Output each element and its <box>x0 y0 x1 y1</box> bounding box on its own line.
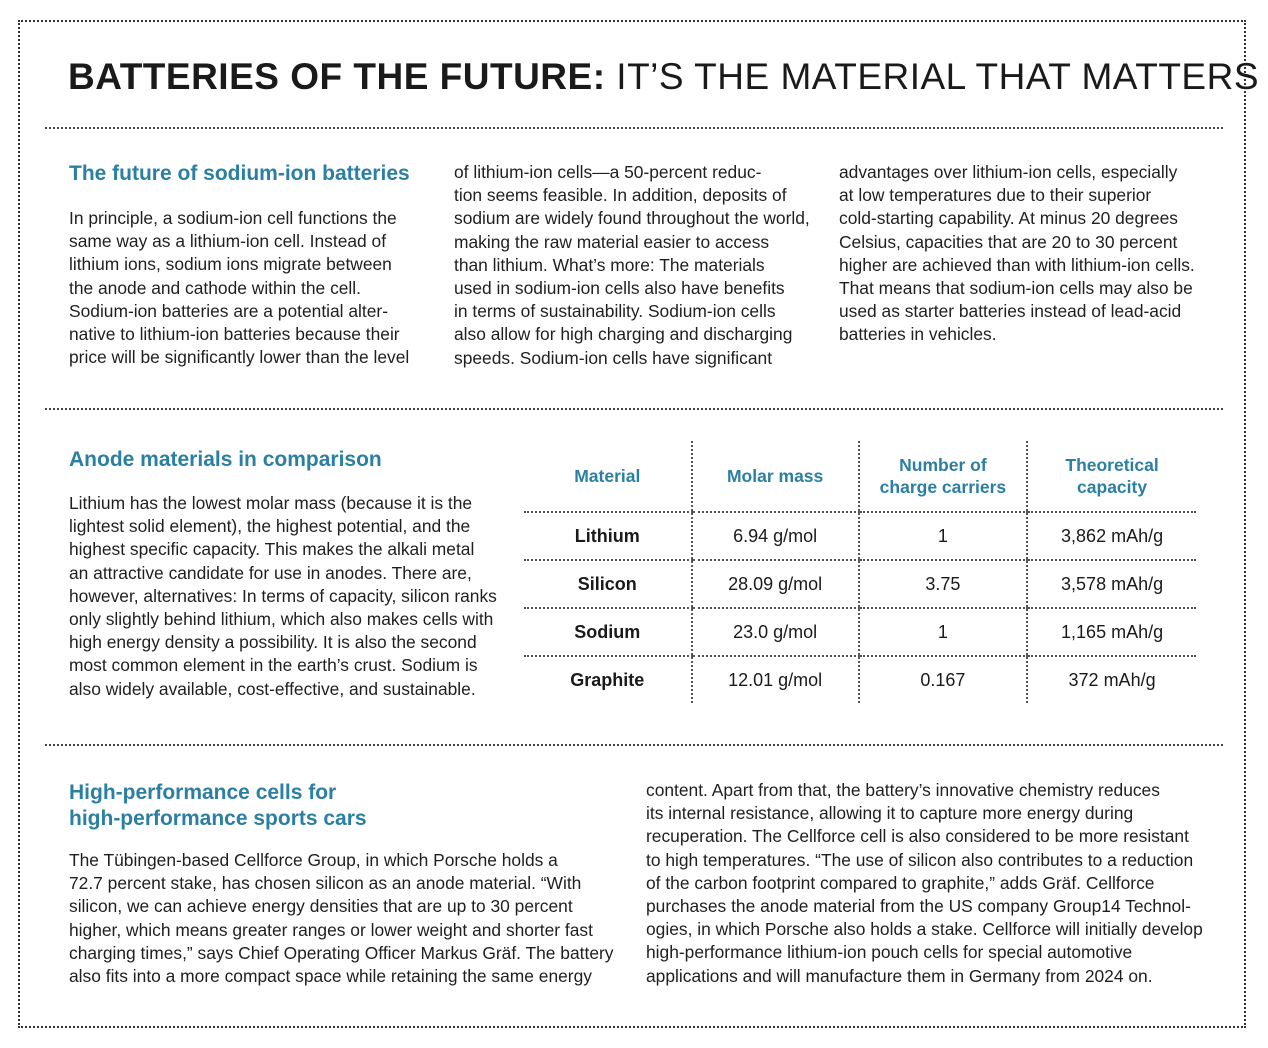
table-cell-capacity: 1,165 mAh/g <box>1027 608 1196 656</box>
sodium-text-col2: of lithium-ion cells—a 50-percent reduc- tion seems feasible. In addition, deposits of sodium are widely found throughout the world, making the raw material easier to access than lithium. What’s more: The materials used in sodium-ion cells also have benefits in terms of sustainability. Sodium-ion cells also allow for high charging and discharging speeds. Sodium-ion cells have significant <box>454 162 810 368</box>
table-cell-molar-mass: 12.01 g/mol <box>692 656 859 703</box>
divider-top <box>45 127 1223 129</box>
table-header-material: Material <box>524 441 692 512</box>
table-header-charge-carriers: Number of charge carriers <box>859 441 1027 512</box>
table-cell-charge-carriers: 1 <box>859 512 1027 560</box>
table-cell-material: Graphite <box>570 669 645 690</box>
table-cell-capacity: 372 mAh/g <box>1027 656 1196 703</box>
anode-section-heading: Anode materials in comparison <box>69 448 382 471</box>
sodium-text-col3: advantages over lithium-ion cells, especially at low temperatures due to their superior cold-starting capability. At minus 20 degrees Celsius, capacities that are 20 to 30 percent higher are achieved than with lithium-ion cells. That means that sodium-ion cells may also be used as starter batteries instead of lead-acid batteries in vehicles. <box>839 162 1195 345</box>
table-header-capacity: Theoretical capacity <box>1027 441 1196 512</box>
table-cell-charge-carriers: 1 <box>859 608 1027 656</box>
table-cell-material: Silicon <box>524 560 692 608</box>
table-row <box>524 560 1196 608</box>
table-cell-capacity: 3,578 mAh/g <box>1027 560 1196 608</box>
table-cell-material: Lithium <box>524 512 692 560</box>
page-title-bold: BATTERIES OF THE FUTURE: <box>68 56 606 97</box>
page-title-rest: IT’S THE MATERIAL THAT MATTERS <box>605 56 1259 97</box>
cells-text-col2: content. Apart from that, the battery’s innovative chemistry reduces its internal resistance, allowing it to capture more energy during recuperation. The Cellforce cell is also considered to be more resistant to high temperatures. “The use of silicon also contributes to a reduction of the carbon footprint compared to graphite,” adds Gräf. Cellforce purchases the anode material from the US company Group14 Technol- ogies, in which Porsche also holds a stake. Cellforce will initially develop high-performance lithium-ion pouch cells for special automotive applications and will manufacture them in Germany from 2024 on. <box>646 780 1203 986</box>
cells-text-col1: The Tübingen-based Cellforce Group, in which Porsche holds a 72.7 percent stake, has chosen silicon as an anode material. “With silicon, we can achieve energy densities that are up to 30 percent higher, which means greater ranges or lower weight and shorter fast charging times,” says Chief Operating Officer Markus Gräf. The battery also fits into a more compact space while retaining the same energy <box>69 850 614 987</box>
sodium-text-col1: In principle, a sodium-ion cell functions the same way as a lithium-ion cell. Instead of lithium ions, sodium ions migrate between the anode and cathode within the cell. Sodium-ion batteries are a potential alter- native to lithium-ion batteries because their price will be significantly lower than the level <box>69 208 410 368</box>
table-row <box>524 512 1196 560</box>
anode-text: Lithium has the lowest molar mass (because it is the lightest solid element), the highest potential, and the highest specific capacity. This makes the alkali metal an attractive candidate for use in anodes. There are, however, alternatives: In terms of capacity, silicon ranks only slightly behind lithium, which also makes cells with high energy density a possibility. It is also the second most common element in the earth’s crust. Sodium is also widely available, cost-effective, and sustainable. <box>69 493 497 699</box>
anode-comparison-table <box>524 441 1196 703</box>
table-cell-material: Sodium <box>524 608 692 656</box>
table-header-row <box>524 441 1196 512</box>
table-cell-molar-mass: 6.94 g/mol <box>692 512 859 560</box>
page-title <box>68 56 1259 98</box>
sodium-section-heading: The future of sodium-ion batteries <box>69 162 410 185</box>
table-cell-molar-mass: 23.0 g/mol <box>692 608 859 656</box>
divider-middle <box>45 408 1223 410</box>
table-row <box>524 656 1196 703</box>
divider-bottom <box>45 744 1223 746</box>
table-cell-charge-carriers: 0.167 <box>859 656 1027 703</box>
table-row <box>524 608 1196 656</box>
table-cell-capacity: 3,862 mAh/g <box>1027 512 1196 560</box>
cells-section-heading: High-performance cells for high-performance sports cars <box>69 781 367 830</box>
table-cell-molar-mass: 28.09 g/mol <box>692 560 859 608</box>
table-header-molar-mass: Molar mass <box>692 441 859 512</box>
table-cell-charge-carriers: 3.75 <box>859 560 1027 608</box>
